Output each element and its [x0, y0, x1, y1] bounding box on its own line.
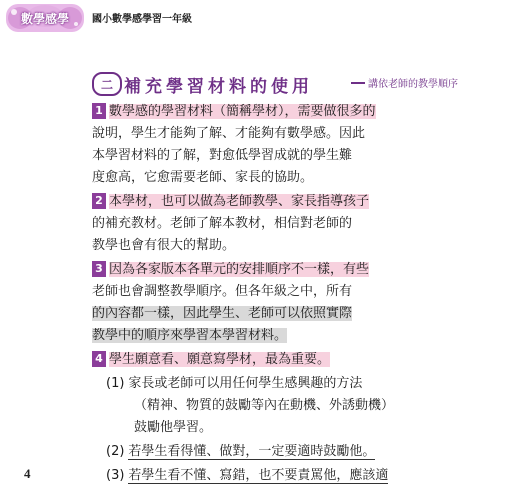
- logo: [6, 4, 84, 32]
- list-text: 家長或老師可以用任何學生感興趣的方法: [128, 376, 363, 391]
- paragraph-3-line-4: [92, 324, 287, 343]
- list-item-1-line-3: 鼓勵他學習。: [134, 420, 213, 435]
- list-item-3: [106, 464, 388, 483]
- paragraph-text: 因為各家版本各單元的安排順序不一樣，有些: [109, 262, 370, 277]
- paragraph-number: 1: [92, 103, 106, 119]
- paragraph-text: 本學材，也可以做為老師教學、家長指導孩子: [109, 194, 370, 209]
- paragraph-1-line-1: [92, 100, 376, 119]
- list-item-1-line-1: [106, 372, 362, 391]
- section-number: 二: [100, 77, 113, 92]
- paragraph-4-line-1: [92, 348, 330, 367]
- header: [6, 4, 266, 32]
- paragraph-1-line-4: 度愈高，它愈需要老師、家長的協助。: [92, 170, 314, 185]
- logo-text: 數學感學: [20, 11, 69, 26]
- paragraph-1-line-2: 說明，學生才能夠了解、才能夠有數學感。因此: [92, 126, 366, 141]
- title-separator: [351, 82, 365, 84]
- paragraph-2-line-1: [92, 190, 369, 209]
- list-label: (2): [106, 444, 125, 459]
- list-text: 若學生看不懂、寫錯，也不要責罵他，應該適: [128, 468, 389, 483]
- list-label: (3): [106, 468, 125, 483]
- highlighted-text: 教學中的順序來學習本學習材料。: [92, 328, 288, 343]
- section-title: 補充學習材料的使用: [124, 77, 313, 97]
- paragraph-1-line-3: 本學習材料的了解，對愈低學習成就的學生難: [92, 148, 353, 163]
- paragraph-number: 4: [92, 351, 106, 367]
- highlighted-text: 的內容都一樣，因此學生、老師可以依照實際: [92, 306, 353, 321]
- paragraph-2-line-3: 教學也會有很大的幫助。: [92, 238, 236, 253]
- section-title-row: [92, 72, 474, 97]
- paragraph-3-line-3: [92, 302, 352, 321]
- section-subtitle: 講依老師的教學順序: [368, 79, 458, 90]
- paragraph-number: 3: [92, 261, 106, 277]
- page-number: 4: [24, 466, 31, 481]
- section-number-badge: [92, 72, 122, 96]
- paragraph-3-line-2: 老師也會調整教學順序。但各年級之中，所有: [92, 284, 353, 299]
- list-item-1-line-2: （精神、物質的鼓勵等內在動機、外誘動機）: [134, 398, 395, 413]
- paragraph-text: 學生願意看、願意寫學材，最為重要。: [109, 352, 331, 367]
- list-label: (1): [106, 376, 125, 391]
- list-text: 若學生看得懂、做對，一定要適時鼓勵他。: [128, 444, 376, 459]
- paragraph-number: 2: [92, 193, 106, 209]
- list-item-2: [106, 440, 375, 459]
- paragraph-text: 數學感的學習材料（簡稱學材），需要做很多的: [109, 104, 376, 119]
- paragraph-3-line-1: [92, 258, 369, 277]
- series-title: 國小數學感學習一年級: [92, 14, 192, 25]
- paragraph-2-line-2: 的補充教材。老師了解本教材，相信對老師的: [92, 216, 353, 231]
